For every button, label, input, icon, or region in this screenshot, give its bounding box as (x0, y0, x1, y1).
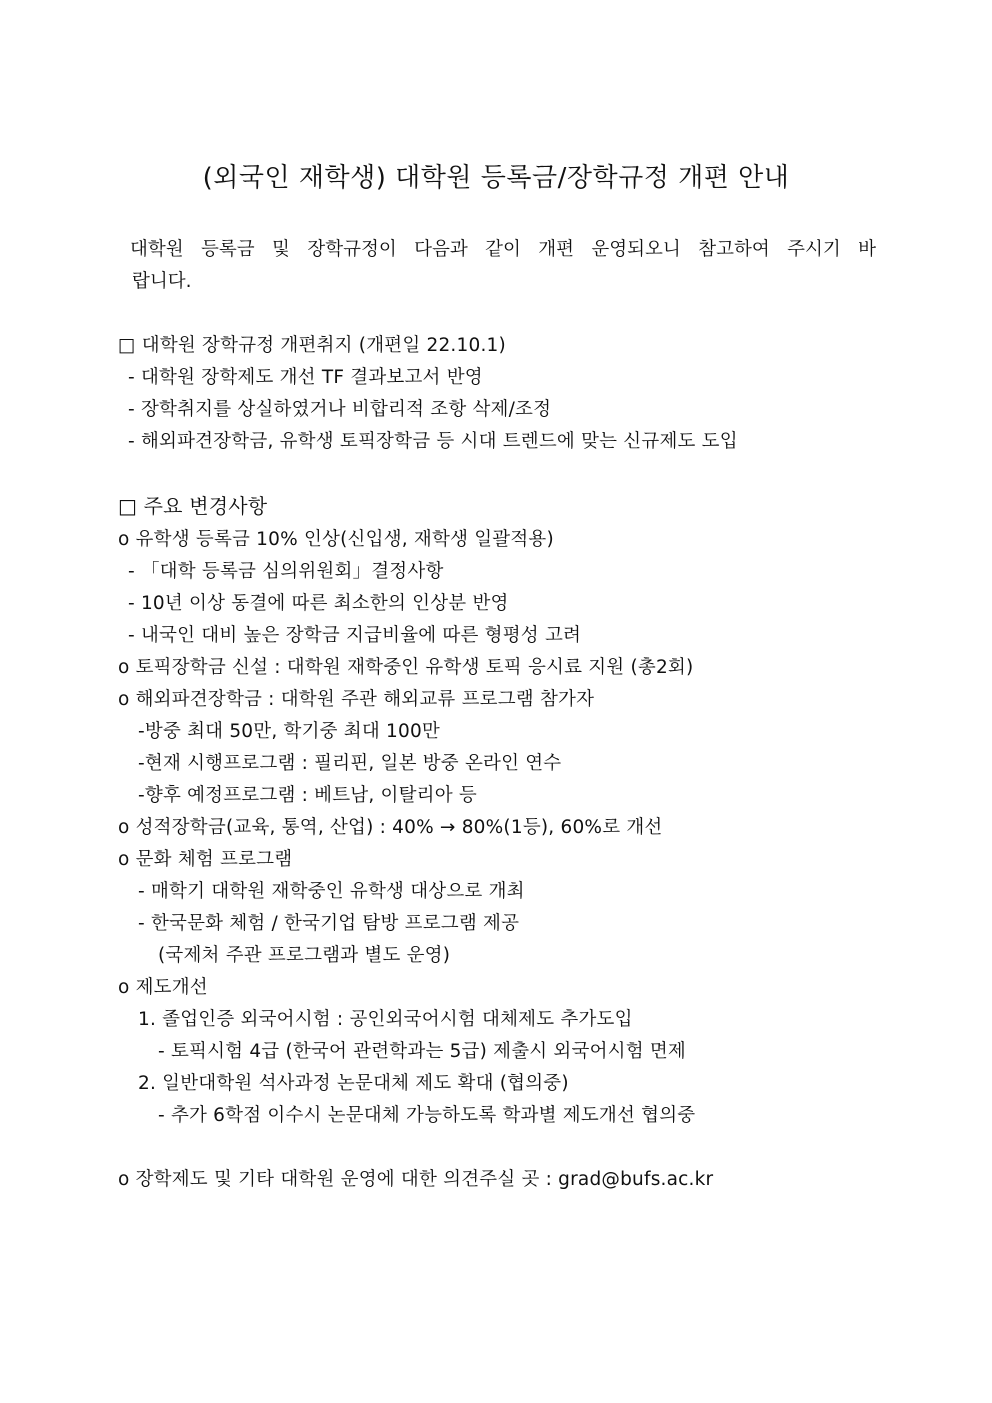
change-sub-item: -향후 예정프로그램 : 베트남, 이탈리아 등 (138, 785, 477, 806)
change-sub-item: - 내국인 대비 높은 장학금 지급비율에 따른 형평성 고려 (128, 625, 582, 646)
section-heading-changes: □ 주요 변경사항 (118, 494, 268, 518)
change-sub-item: -방중 최대 50만, 학기중 최대 100만 (138, 721, 440, 742)
section-heading-purpose: □ 대학원 장학규정 개편취지 (개편일 22.10.1) (118, 335, 506, 356)
purpose-item: - 해외파견장학금, 유학생 토픽장학금 등 시대 트렌드에 맞는 신규제도 도입 (128, 431, 738, 452)
change-item: o 성적장학금(교육, 통역, 산업) : 40% → 80%(1등), 60%로 개선 (118, 817, 663, 838)
change-item: o 토픽장학금 신설 : 대학원 재학중인 유학생 토픽 응시료 지원 (총2회) (118, 657, 694, 678)
change-note: (국제처 주관 프로그램과 별도 운영) (158, 945, 451, 966)
change-sub-item: - 토픽시험 4급 (한국어 관련학과는 5급) 제출시 외국어시험 면제 (158, 1041, 687, 1062)
change-sub-item: - 「대학 등록금 심의위원회」결정사항 (128, 561, 444, 582)
change-numbered-item: 2. 일반대학원 석사과정 논문대체 제도 확대 (협의중) (138, 1073, 569, 1094)
change-item: o 문화 체험 프로그램 (118, 849, 293, 870)
change-item: o 해외파견장학금 : 대학원 주관 해외교류 프로그램 참가자 (118, 689, 595, 710)
change-item: o 유학생 등록금 10% 인상(신입생, 재학생 일괄적용) (118, 529, 554, 550)
change-sub-item: - 추가 6학점 이수시 논문대체 가능하도록 학과별 제도개선 협의중 (158, 1105, 696, 1126)
change-item: o 제도개선 (118, 977, 208, 998)
document-title: (외국인 재학생) 대학원 등록금/장학규정 개편 안내 (202, 163, 790, 193)
change-sub-item: - 10년 이상 동결에 따른 최소한의 인상분 반영 (128, 593, 509, 614)
change-sub-item: - 매학기 대학원 재학중인 유학생 대상으로 개최 (138, 881, 525, 902)
change-sub-item: -현재 시행프로그램 : 필리핀, 일본 방중 온라인 연수 (138, 753, 562, 774)
purpose-item: - 대학원 장학제도 개선 TF 결과보고서 반영 (128, 367, 483, 388)
contact-line: o 장학제도 및 기타 대학원 운영에 대한 의견주실 곳 : grad@bufs.ac.kr (118, 1169, 714, 1190)
purpose-item: - 장학취지를 상실하였거나 비합리적 조항 삭제/조정 (128, 399, 552, 420)
intro-line-2: 랍니다. (132, 271, 192, 292)
intro-line-1: 대학원 등록금 및 장학규정이 다음과 같이 개편 운영되오니 참고하여 주시기 바 (130, 239, 876, 260)
change-numbered-item: 1. 졸업인증 외국어시험 : 공인외국어시험 대체제도 추가도입 (138, 1009, 633, 1030)
change-sub-item: - 한국문화 체험 / 한국기업 탐방 프로그램 제공 (138, 913, 520, 934)
